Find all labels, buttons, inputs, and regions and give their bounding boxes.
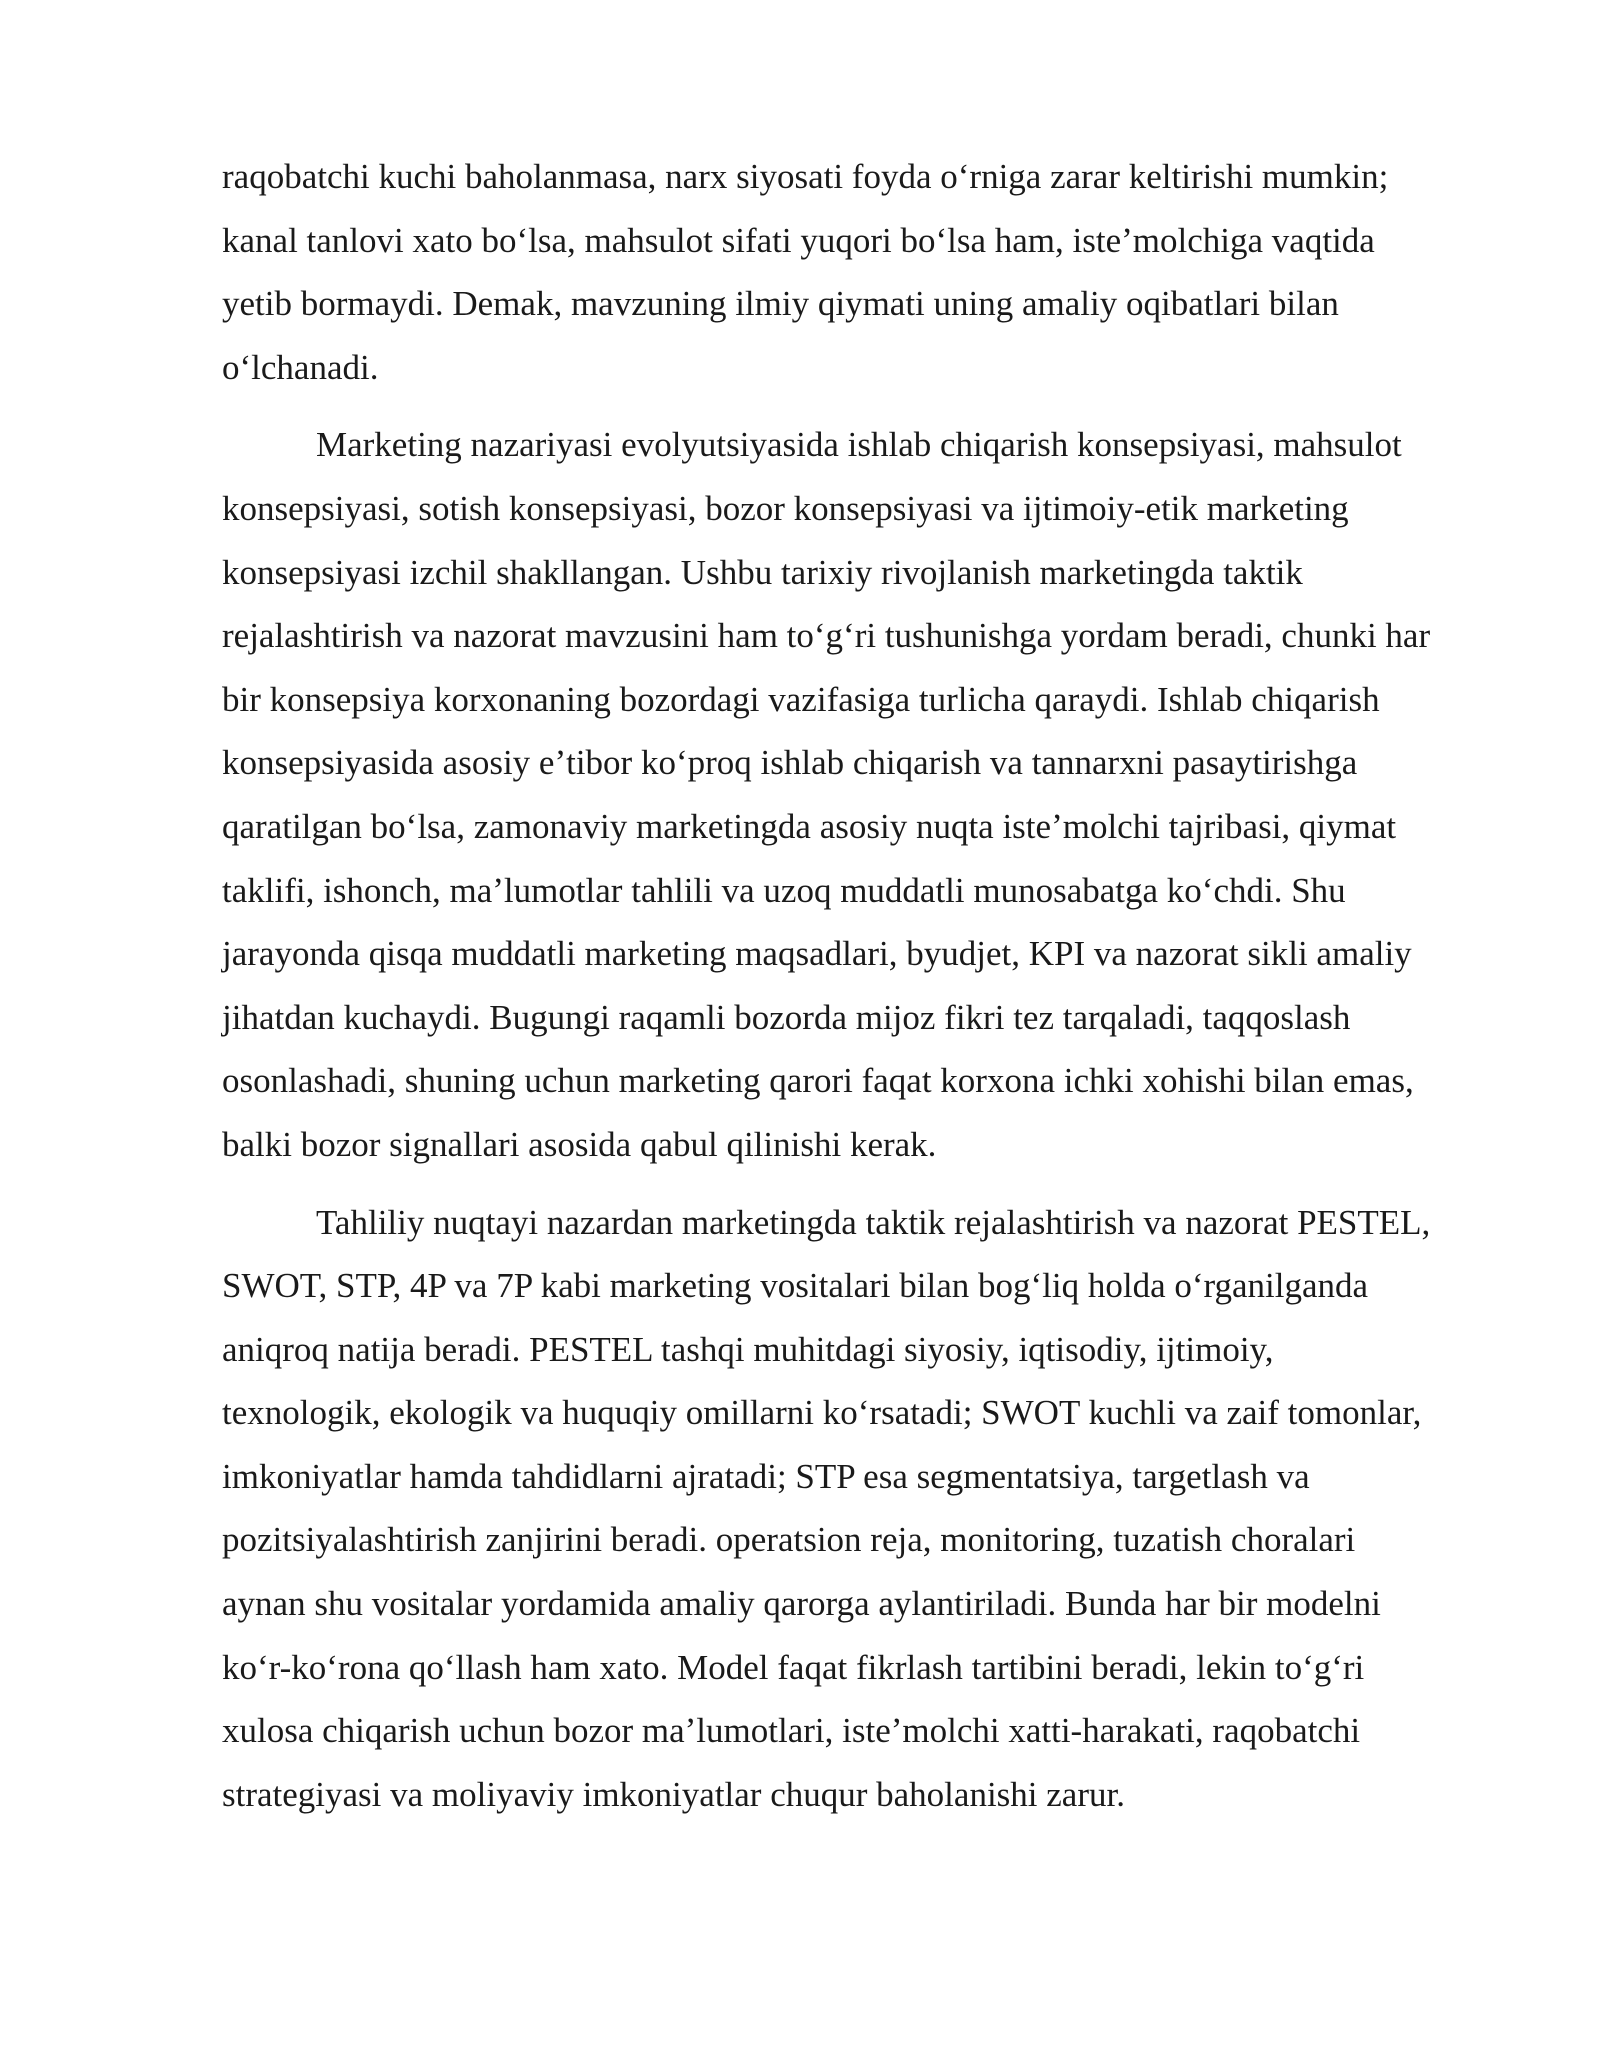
document-body [222, 145, 1492, 1840]
text-line: jihatdan kuchaydi. Bugungi raqamli bozorda mijoz fikri tez tarqaladi, taqqoslash [222, 997, 1351, 1037]
text-line: rejalashtirish va nazorat mavzusini ham toʻgʻri tushunishga yordam beradi, chunki har [222, 616, 1431, 656]
text-line: konsepsiyasi, sotish konsepsiyasi, bozor konsepsiyasi va ijtimoiy-etik marketing [222, 488, 1349, 528]
text-line: kanal tanlovi xato boʻlsa, mahsulot sifati yuqori boʻlsa ham, isteʼmolchiga vaqtida [222, 220, 1375, 260]
text-line: jarayonda qisqa muddatli marketing maqsadlari, byudjet, KPI va nazorat sikli amaliy [222, 934, 1412, 974]
text-line: konsepsiyasi izchil shakllangan. Ushbu tarixiy rivojlanish marketingda taktik [222, 552, 1303, 592]
text-line: raqobatchi kuchi baholanmasa, narx siyosati foyda oʻrniga zarar keltirishi mumkin; [222, 157, 1389, 196]
text-line: SWOT, STP, 4P va 7P kabi marketing vositalari bilan bogʻliq holda oʻrganilganda [222, 1266, 1369, 1306]
text-line: qaratilgan boʻlsa, zamonaviy marketingda asosiy nuqta isteʼmolchi tajribasi, qiymat [222, 806, 1397, 846]
text-line: taklifi, ishonch, maʼlumotlar tahlili va uzoq muddatli munosabatga koʻchdi. Shu [222, 870, 1346, 910]
paragraph-1 [222, 145, 1492, 399]
text-line: strategiyasi va moliyaviy imkoniyatlar chuqur baholanishi zarur. [222, 1774, 1125, 1814]
paragraph-2 [222, 413, 1492, 1176]
text-line: Tahliliy nuqtayi nazardan marketingda taktik rejalashtirish va nazorat PESTEL, [316, 1202, 1431, 1242]
text-line: Marketing nazariyasi evolyutsiyasida ishlab chiqarish konsepsiyasi, mahsulot [316, 425, 1402, 465]
text-line: oʻlchanadi. [222, 347, 379, 387]
text-line: koʻr-koʻrona qoʻllash ham xato. Model faqat fikrlash tartibini beradi, lekin toʻgʻri [222, 1647, 1365, 1687]
text-line: xulosa chiqarish uchun bozor maʼlumotlari, isteʼmolchi xatti-harakati, raqobatchi [222, 1711, 1361, 1751]
text-line: imkoniyatlar hamda tahdidlarni ajratadi; STP esa segmentatsiya, targetlash va [222, 1456, 1310, 1496]
text-line: osonlashadi, shuning uchun marketing qarori faqat korxona ichki xohishi bilan emas, [222, 1061, 1414, 1101]
text-line: balki bozor signallari asosida qabul qilinishi kerak. [222, 1124, 937, 1164]
text-line: konsepsiyasida asosiy eʼtibor koʻproq ishlab chiqarish va tannarxni pasaytirishga [222, 743, 1358, 783]
text-line: pozitsiyalashtirish zanjirini beradi. operatsion reja, monitoring, tuzatish choralari [222, 1520, 1356, 1560]
text-line: texnologik, ekologik va huquqiy omillarni koʻrsatadi; SWOT kuchli va zaif tomonlar, [222, 1393, 1422, 1433]
text-line: bir konsepsiya korxonaning bozordagi vazifasiga turlicha qaraydi. Ishlab chiqarish [222, 679, 1380, 719]
text-line: yetib bormaydi. Demak, mavzuning ilmiy qiymati uning amaliy oqibatlari bilan [222, 284, 1339, 324]
paragraph-3 [222, 1191, 1492, 1827]
text-line: aniqroq natija beradi. PESTEL tashqi muhitdagi siyosiy, iqtisodiy, ijtimoiy, [222, 1329, 1274, 1369]
text-line: aynan shu vositalar yordamida amaliy qarorga aylantiriladi. Bunda har bir modelni [222, 1584, 1381, 1624]
